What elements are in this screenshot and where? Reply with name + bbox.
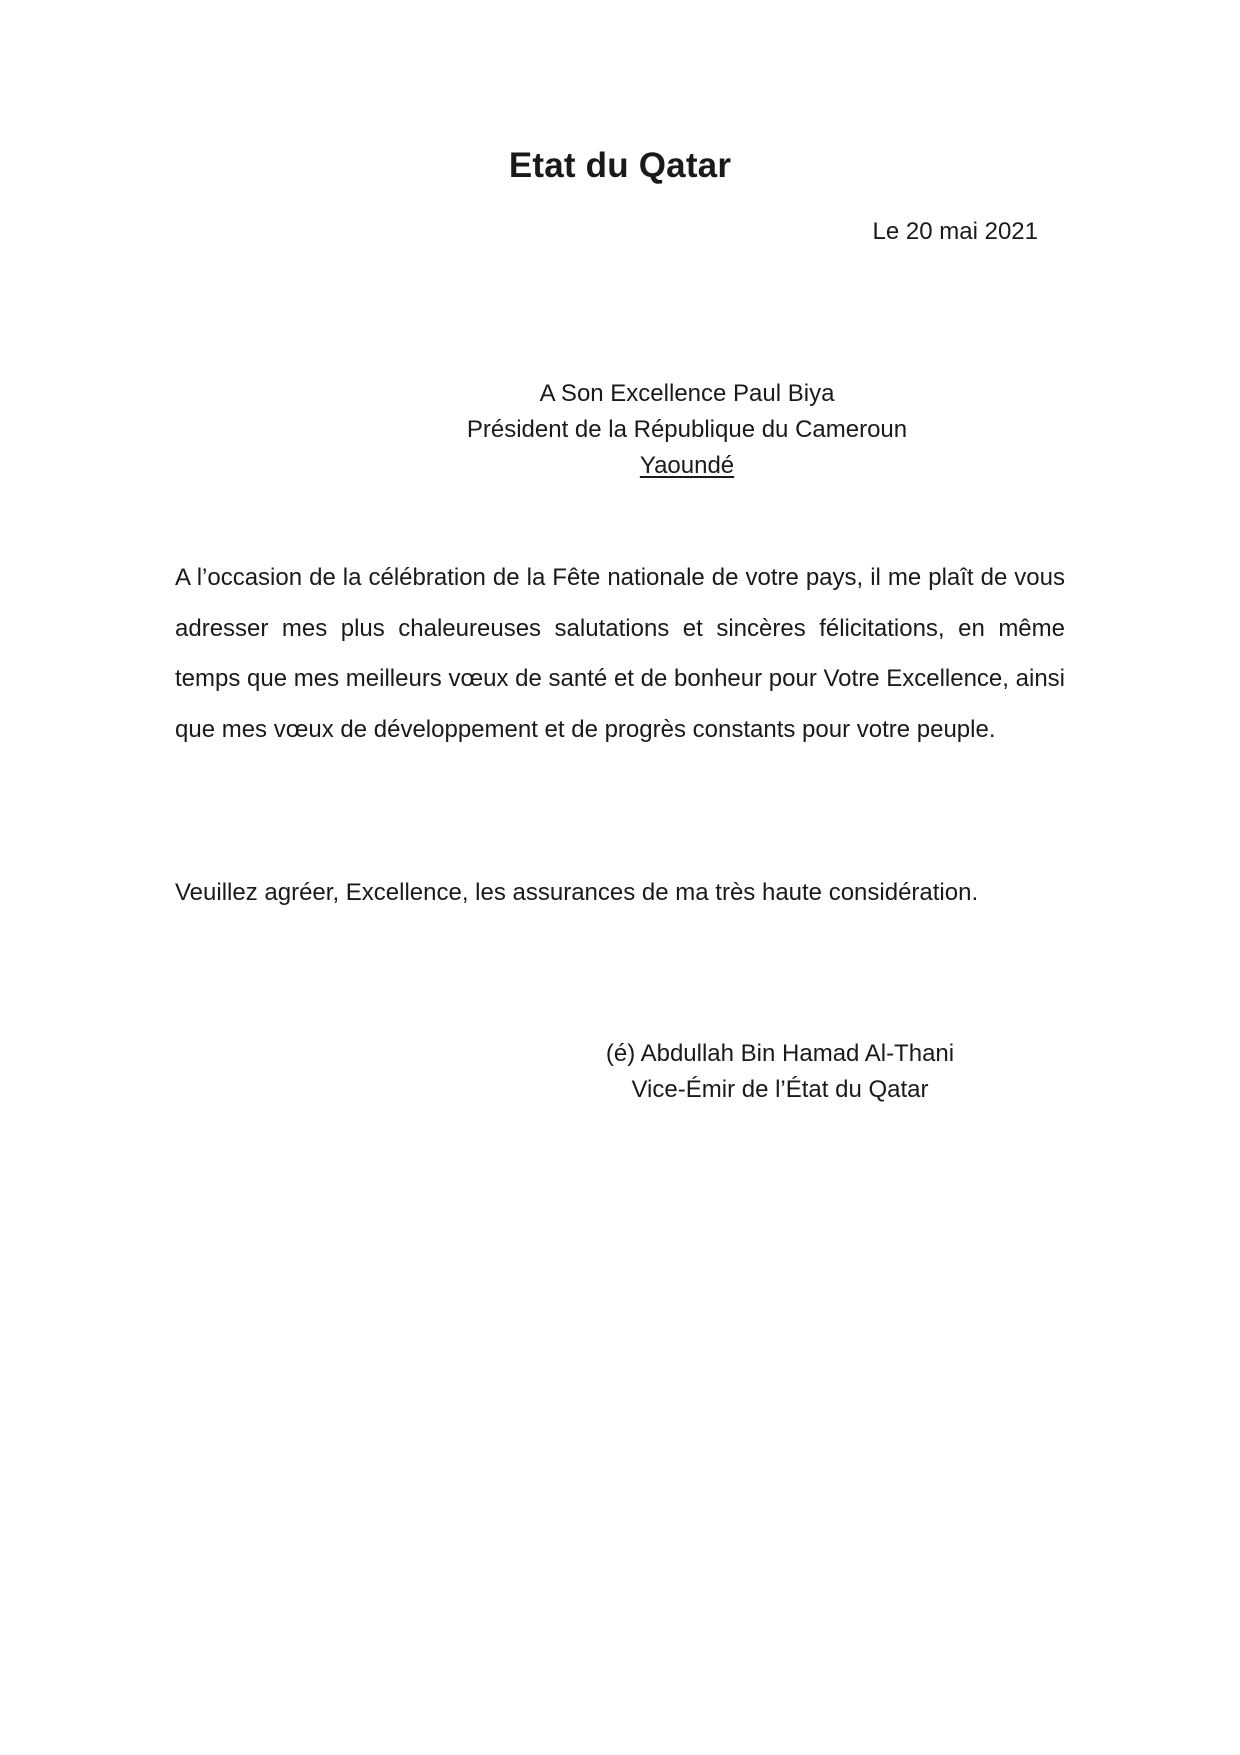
letter-closing: Veuillez agréer, Excellence, les assurances de ma très haute considération. bbox=[175, 879, 979, 906]
recipient-city: Yaoundé bbox=[639, 452, 735, 479]
recipient-title: Président de la République du Cameroun bbox=[466, 416, 908, 443]
letter-date: Le 20 mai 2021 bbox=[872, 218, 1038, 245]
signatory-name: (é) Abdullah Bin Hamad Al-Thani bbox=[605, 1040, 955, 1067]
recipient-name: A Son Excellence Paul Biya bbox=[539, 380, 835, 407]
recipient-block bbox=[447, 376, 927, 484]
signature-block bbox=[555, 1036, 1005, 1108]
signatory-title: Vice-Émir de l’État du Qatar bbox=[631, 1076, 929, 1103]
letter-body: A l’occasion de la célébration de la Fête nationale de votre pays, il me plaît de vous adresser mes plus chaleureuses salutations et sincères félicitations, en même temps que mes meilleurs vœux de santé et de bonheur pour Votre Excellence, ainsi que mes vœux de développement et de progrès constants pour votre peuple. bbox=[175, 564, 1065, 743]
letter-title: Etat du Qatar bbox=[508, 146, 732, 185]
